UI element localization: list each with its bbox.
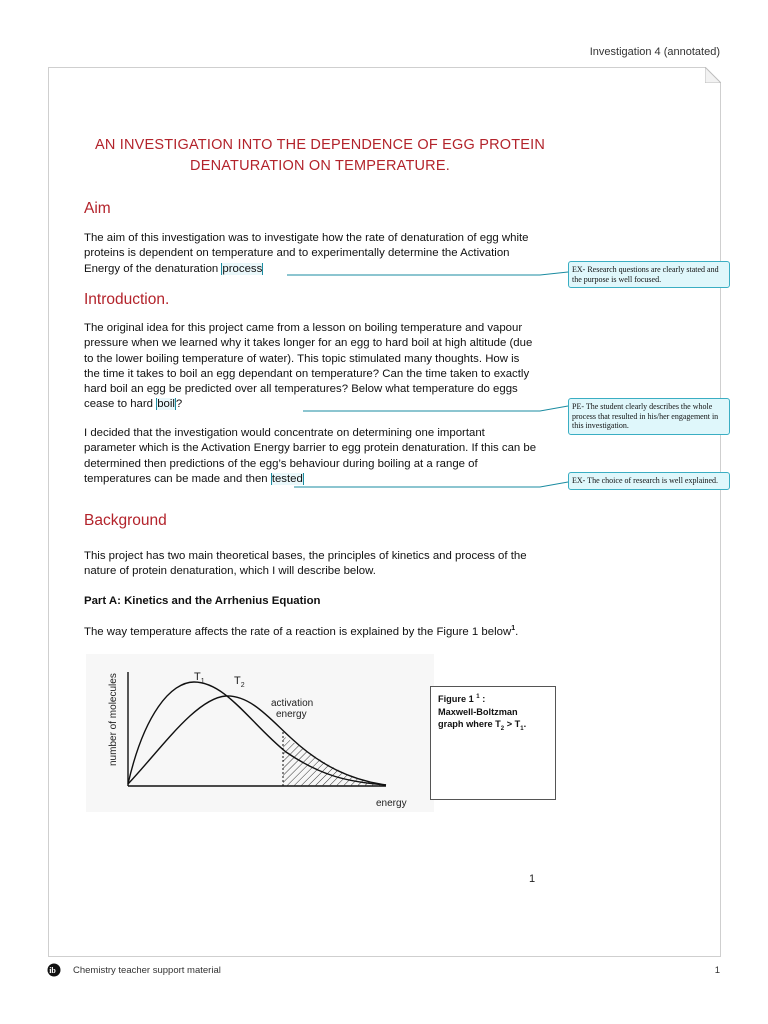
comment-box-2[interactable]: PE- The student clearly describes the whole process that resulted in his/her engagement in this investigation. <box>568 398 730 435</box>
document-title <box>80 135 560 177</box>
intro-text-2: I decided that the investigation would concentrate on determining one important parameter which is the Activation Energy barrier to egg protein denaturation. If this can be determined then predictions of the egg’s behaviour during boiling at a range of temperatures can be made and then <box>84 427 537 485</box>
caption-line-1: Figure 1 $^1$ : <box>438 694 486 705</box>
header-title: Investigation 4 (annotated) <box>589 46 720 58</box>
introduction-paragraph-1 <box>84 321 538 413</box>
comment-anchor-3[interactable]: tested <box>271 472 303 485</box>
figure-caption <box>430 686 556 800</box>
background-paragraph-1: This project has two main theoretical bases, the principles of kinetics and process of the nature of protein denaturation, which I will describe below. <box>84 550 527 578</box>
background-paragraph-2 <box>84 625 538 640</box>
comment-box-3[interactable]: EX- The choice of research is well explained. <box>568 472 730 490</box>
aim-paragraph <box>84 231 538 277</box>
comment-anchor-1[interactable]: process <box>222 262 263 275</box>
x-axis-label: energy <box>376 798 407 809</box>
activation-energy-label-1: activation <box>271 698 314 709</box>
bg-text-2-end: . <box>515 626 519 638</box>
ib-logo-icon <box>47 963 61 977</box>
title-line-2: DENATURATION ON TEMPERATURE. <box>190 158 450 174</box>
intro-text-1-end: ? <box>175 398 183 411</box>
part-a-heading: Part A: Kinetics and the Arrhenius Equation <box>84 595 321 607</box>
aim-heading: Aim <box>84 200 111 217</box>
t2-label: $T_2$ <box>234 675 245 689</box>
bg-text-2: The way temperature affects the rate of a reaction is explained by the Figure 1 below <box>84 626 512 638</box>
footer-page-number: 1 <box>714 965 720 976</box>
introduction-paragraph-2 <box>84 426 538 487</box>
activation-energy-label-2: energy <box>276 709 307 720</box>
t1-label: $T_1$ <box>194 671 205 685</box>
y-axis-label: number of molecules <box>108 673 119 766</box>
intro-text-1: The original idea for this project came from a lesson on boiling temperature and vapour pressure when we learned why it takes longer for an egg to hard boil at high altitude (due to the lower boiling temperature of water). This topic stimulated many thoughts. How is the time it takes to boil an egg dependant on temperature? Can the time taken to exactly hard boil an egg be predicted over all temperatures? Below what temperature do eggs cease to hard <box>84 322 533 411</box>
aim-text: The aim of this investigation was to investigate how the rate of denaturation of egg white proteins is dependent on temperature and to experimentally determine the Activation Energy of the denaturation <box>84 232 529 275</box>
comment-anchor-2[interactable]: boil <box>157 398 175 411</box>
caption-line-3: graph where $T_2 > T_1$. <box>438 719 527 733</box>
title-line-1: AN INVESTIGATION INTO THE DEPENDENCE OF EGG PROTEIN <box>94 137 546 153</box>
page-number: 1 <box>529 873 536 885</box>
figure-image <box>86 654 434 812</box>
introduction-heading: Introduction. <box>84 291 170 308</box>
background-heading: Background <box>84 512 167 529</box>
svg-text:ib: ib <box>49 966 56 976</box>
page-corner-icon <box>705 67 721 83</box>
maxwell-boltzmann-graph <box>86 654 434 812</box>
caption-line-2: Maxwell-Boltzman <box>438 706 518 717</box>
citation-superscript: 1 <box>511 625 516 633</box>
comment-box-1[interactable]: EX- Research questions are clearly stated and the purpose is well focused. <box>568 261 730 288</box>
footer-text: Chemistry teacher support material <box>73 965 221 976</box>
